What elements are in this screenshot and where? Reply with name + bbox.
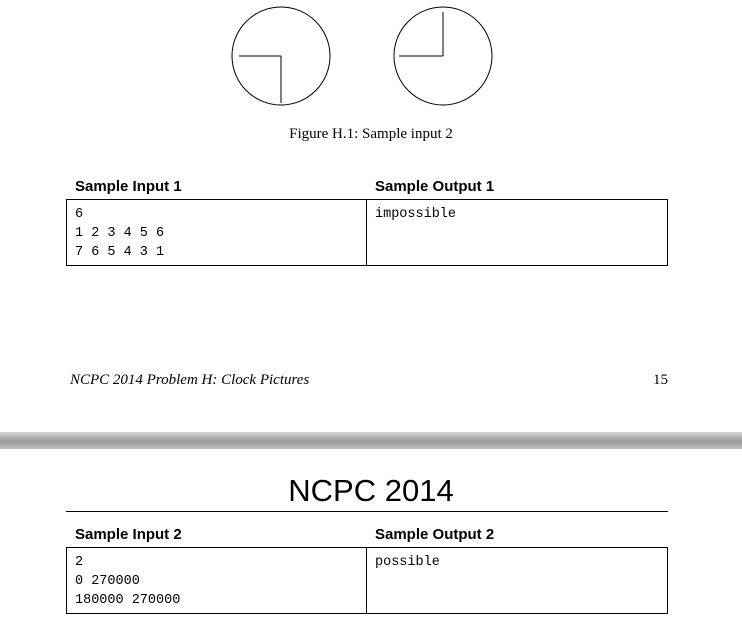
sample-input-1 bbox=[67, 200, 367, 265]
sample-2-box bbox=[66, 547, 668, 614]
sample-input-1-heading: Sample Input 1 bbox=[75, 178, 182, 195]
sample-output-1-heading: Sample Output 1 bbox=[375, 178, 495, 195]
header-rule bbox=[66, 511, 668, 512]
sample-output-2-heading: Sample Output 2 bbox=[375, 526, 495, 543]
sample-output-2-line: possible bbox=[375, 555, 440, 570]
sample-input-1-line: 1 2 3 4 5 6 bbox=[75, 226, 165, 241]
page-number: 15 bbox=[653, 372, 668, 388]
sample-1-box bbox=[66, 199, 668, 266]
sample-output-1 bbox=[367, 200, 667, 265]
clock-picture-right bbox=[394, 7, 492, 105]
page-16 bbox=[0, 449, 742, 627]
sample-input-2-heading: Sample Input 2 bbox=[75, 526, 182, 543]
sample-output-2 bbox=[367, 548, 667, 613]
sample-input-2 bbox=[67, 548, 367, 613]
sample-output-1-line: impossible bbox=[375, 207, 457, 222]
clock-picture-left bbox=[232, 7, 330, 105]
sample-input-1-line: 6 bbox=[75, 207, 84, 222]
page-footer-title: NCPC 2014 Problem H: Clock Pictures bbox=[70, 372, 310, 388]
figure-caption: Figure H.1: Sample input 2 bbox=[289, 126, 453, 142]
sample-input-2-line: 180000 270000 bbox=[75, 593, 181, 608]
page-separator bbox=[0, 432, 742, 449]
sample-input-2-line: 0 270000 bbox=[75, 574, 140, 589]
sample-input-2-line: 2 bbox=[75, 555, 84, 570]
page-header-title: NCPC 2014 bbox=[288, 473, 454, 508]
sample-input-1-line: 7 6 5 4 3 1 bbox=[75, 245, 165, 260]
clock-figure bbox=[225, 0, 505, 112]
